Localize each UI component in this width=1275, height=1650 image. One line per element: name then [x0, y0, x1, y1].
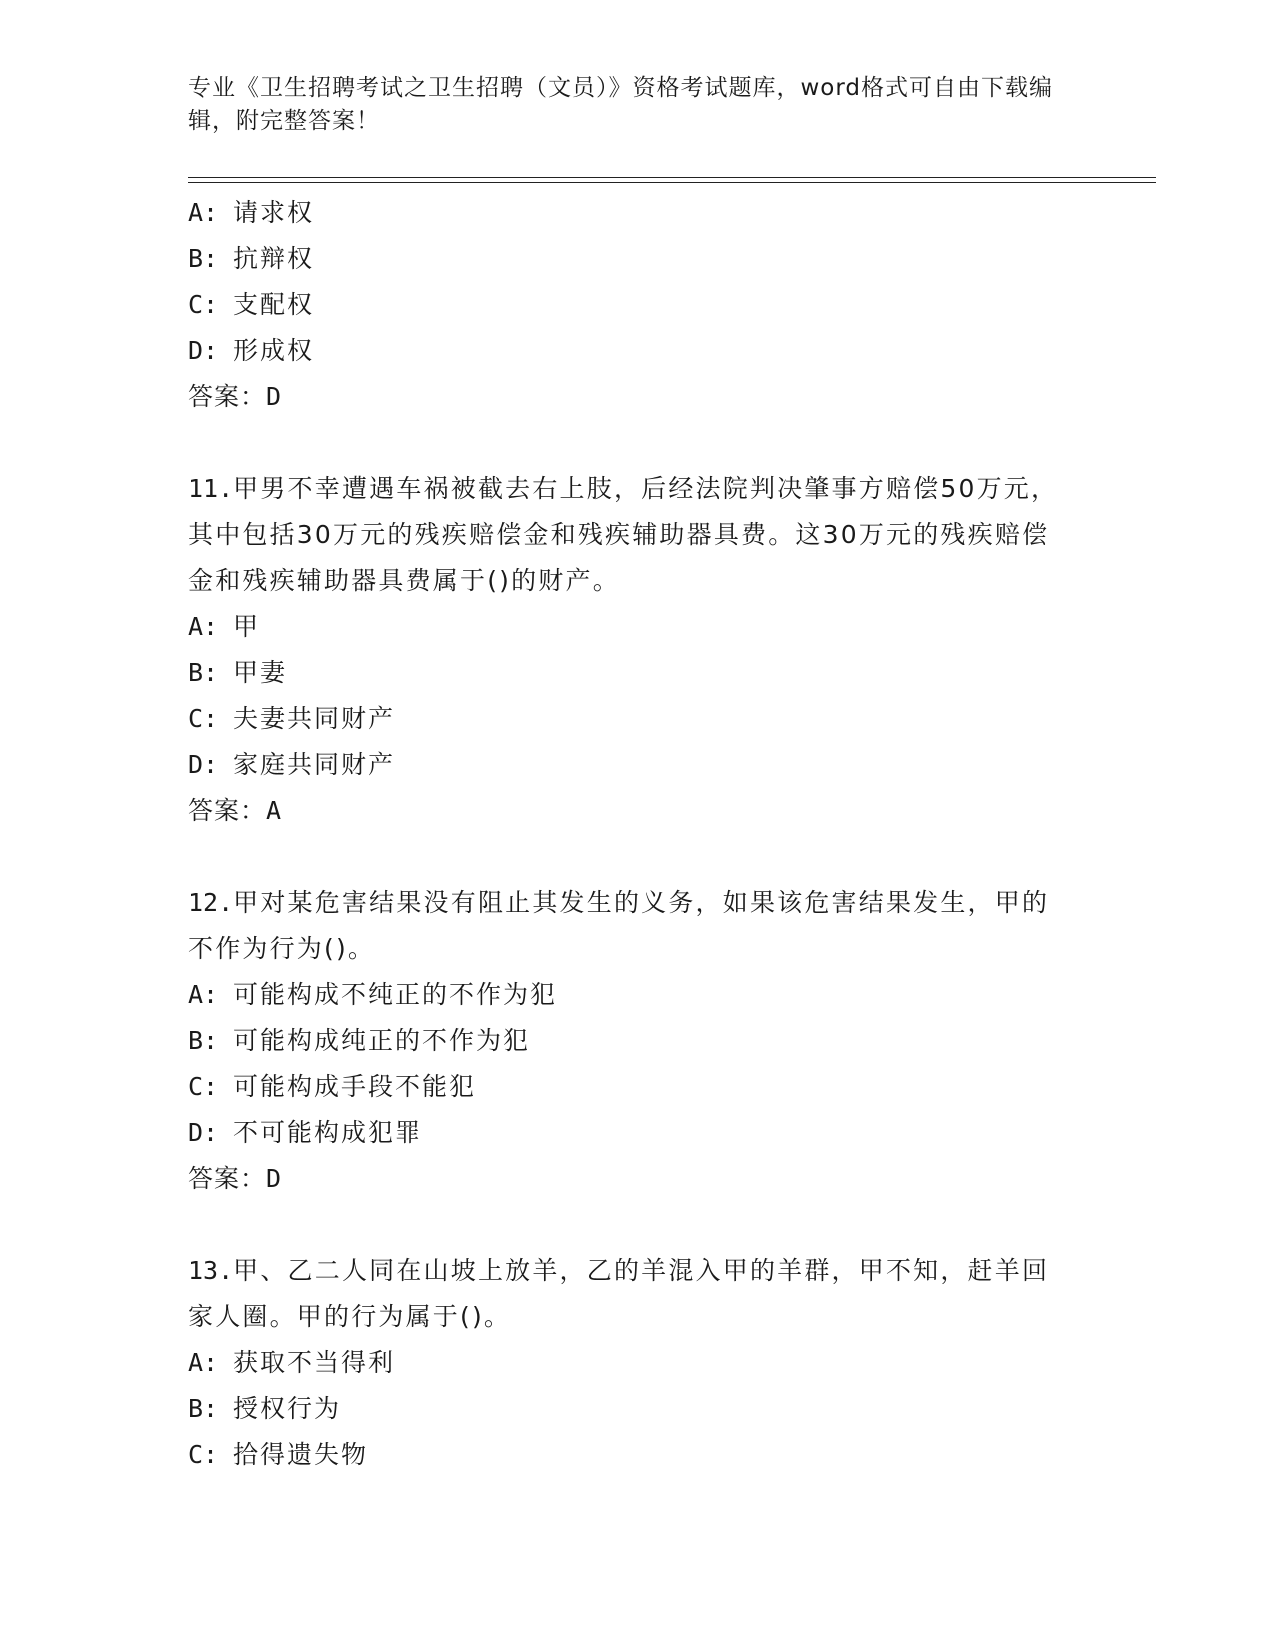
option-key: A:: [188, 612, 219, 641]
option-a: [188, 972, 1088, 1018]
question-number: 13.: [188, 1256, 234, 1285]
option-text: 甲: [233, 612, 261, 641]
question-text: [188, 466, 1068, 604]
question-number: 11.: [188, 474, 234, 503]
option-c: [188, 696, 1088, 742]
question-text: [188, 880, 1068, 972]
option-d: [188, 1110, 1088, 1156]
question-block-10: [188, 190, 1088, 420]
answer-line: [188, 788, 1088, 834]
option-a: [188, 1340, 1088, 1386]
option-text: 抗辩权: [233, 244, 315, 273]
answer-label: 答案：: [188, 1164, 267, 1193]
option-key: D:: [188, 750, 219, 779]
option-d: [188, 742, 1088, 788]
option-c: [188, 282, 1088, 328]
header-divider-bottom: [188, 182, 1156, 183]
option-text: 拾得遗失物: [233, 1440, 369, 1469]
option-text: 夫妻共同财产: [233, 704, 396, 733]
option-text: 不可能构成犯罪: [233, 1118, 423, 1147]
option-a: [188, 604, 1088, 650]
option-text: 授权行为: [233, 1394, 342, 1423]
question-body: 甲对某危害结果没有阻止其发生的义务，如果该危害结果发生，甲的不作为行为()。: [188, 888, 1050, 963]
document-header: 专业《卫生招聘考试之卫生招聘（文员）》资格考试题库，word格式可自由下载编辑，附完整答案！: [188, 75, 1054, 134]
option-b: [188, 236, 1088, 282]
option-text: 支配权: [233, 290, 315, 319]
option-text: 甲妻: [233, 658, 288, 687]
option-text: 获取不当得利: [233, 1348, 396, 1377]
answer-value: D: [266, 1164, 283, 1193]
option-key: C:: [188, 704, 219, 733]
option-key: B:: [188, 1394, 219, 1423]
option-key: A:: [188, 980, 219, 1009]
question-block-11: [188, 466, 1088, 834]
option-key: D:: [188, 336, 219, 365]
option-a: [188, 190, 1088, 236]
option-d: [188, 328, 1088, 374]
option-c: [188, 1064, 1088, 1110]
answer-value: A: [266, 796, 283, 825]
option-text: 可能构成不纯正的不作为犯: [233, 980, 558, 1009]
option-key: D:: [188, 1118, 219, 1147]
option-b: [188, 1018, 1088, 1064]
option-text: 请求权: [233, 198, 315, 227]
option-key: A:: [188, 1348, 219, 1377]
option-text: 家庭共同财产: [233, 750, 396, 779]
option-key: A:: [188, 198, 219, 227]
option-b: [188, 1386, 1088, 1432]
option-key: B:: [188, 1026, 219, 1055]
answer-label: 答案：: [188, 382, 267, 411]
question-text: [188, 1248, 1068, 1340]
answer-value: D: [266, 382, 283, 411]
option-key: B:: [188, 244, 219, 273]
question-body: 甲、乙二人同在山坡上放羊，乙的羊混入甲的羊群，甲不知，赶羊回家人圈。甲的行为属于()。: [188, 1256, 1050, 1331]
question-body: 甲男不幸遭遇车祸被截去右上肢，后经法院判决肇事方赔偿50万元，其中包括30万元的残疾赔偿金和残疾辅助器具费。这30万元的残疾赔偿金和残疾辅助器具费属于()的财产。: [188, 474, 1059, 595]
question-block-12: [188, 880, 1088, 1202]
option-key: C:: [188, 1440, 219, 1469]
question-list: [188, 190, 1088, 1478]
header-divider-top: [188, 177, 1156, 178]
question-block-13: [188, 1248, 1088, 1478]
option-key: C:: [188, 290, 219, 319]
option-b: [188, 650, 1088, 696]
answer-label: 答案：: [188, 796, 267, 825]
answer-line: [188, 374, 1088, 420]
option-c: [188, 1432, 1088, 1478]
option-text: 可能构成纯正的不作为犯: [233, 1026, 531, 1055]
option-text: 形成权: [233, 336, 315, 365]
option-key: B:: [188, 658, 219, 687]
answer-line: [188, 1156, 1088, 1202]
option-key: C:: [188, 1072, 219, 1101]
option-text: 可能构成手段不能犯: [233, 1072, 477, 1101]
question-number: 12.: [188, 888, 234, 917]
